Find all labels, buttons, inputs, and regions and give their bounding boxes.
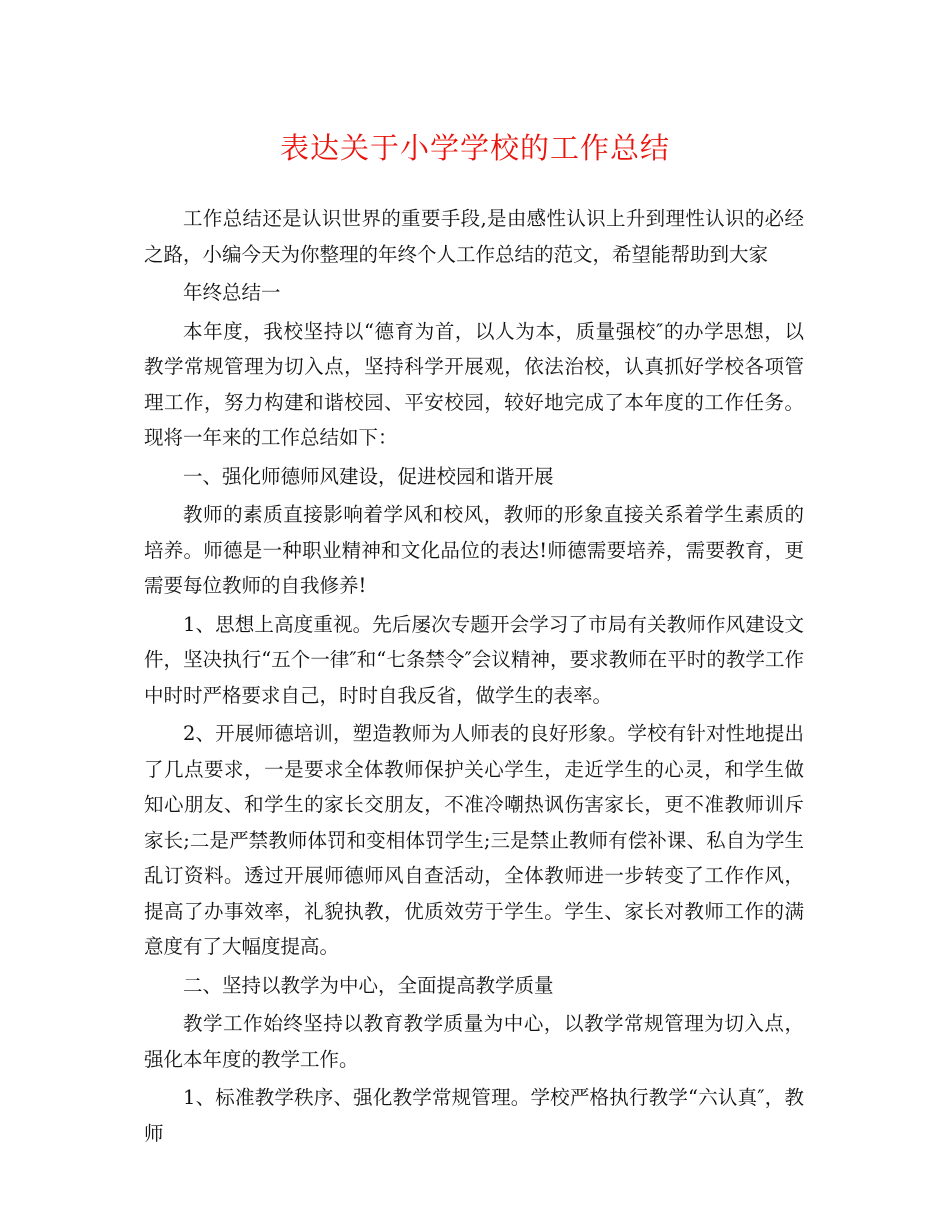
section-heading-year-summary: 年终总结一 xyxy=(183,281,281,304)
paragraph-teacher-quality: 教师的素质直接影响着学风和校风，教师的形象直接关系着学生素质的培养。师德是一种职业精神和文化品位的表达!师德需要培养，需要教育，更需要每位教师的自我修养! xyxy=(144,503,804,597)
paragraph-teaching-focus: 教学工作始终坚持以教育教学质量为中心，以教学常规管理为切入点，强化本年度的教学工作。 xyxy=(144,1012,804,1071)
document-body xyxy=(144,201,804,1154)
document-title: 表达关于小学学校的工作总结 xyxy=(279,131,670,165)
paragraph-overview: 本年度，我校坚持以“德育为首，以人为本，质量强校″的办学思想，以教学常规管理为切入点，坚持科学开展观，依法治校，认真抓好学校各项管理工作，努力构建和谐校园、平安校园，较好地完成了本年度的工作任务。现将一年来的工作总结如下： xyxy=(144,319,804,449)
paragraph-intro: 工作总结还是认识世界的重要手段,是由感性认识上升到理性认识的必经之路，小编今天为你整理的年终个人工作总结的范文，希望能帮助到大家 xyxy=(144,207,804,266)
section-heading-1: 一、强化师德师风建设，促进校园和谐开展 xyxy=(183,464,554,488)
paragraph-point-2: 2、开展师德培训，塑造教师为人师表的良好形象。学校有针对性地提出了几点要求，一是要求全体教师保护关心学生，走近学生的心灵，和学生做知心朋友、和学生的家长交朋友，不准冷嘲热讽伤害家长，更不准教师训斥家长;二是严禁教师体罚和变相体罚学生;三是禁止教师有偿补课、私自为学生乱订资料。透过开展师德师风自查活动，全体教师进一步转变了工作作风，提高了办事效率，礼貌执教，优质效劳于学生。学生、家长对教师工作的满意度有了大幅度提高。 xyxy=(144,722,804,958)
section-heading-2: 二、坚持以教学为中心，全面提高教学质量 xyxy=(183,973,554,997)
paragraph-point-1: 1、思想上高度重视。先后屡次专题开会学习了市局有关教师作风建设文件，坚决执行“五个一律″和“七条禁令″会议精神，要求教师在平时的教学工作中时时严格要求自己，时时自我反省，做学生的表率。 xyxy=(144,612,804,707)
paragraph-point-1-teaching: 1、标准教学秩序、强化教学常规管理。学校严格执行教学“六认真″，教师 xyxy=(144,1086,804,1145)
